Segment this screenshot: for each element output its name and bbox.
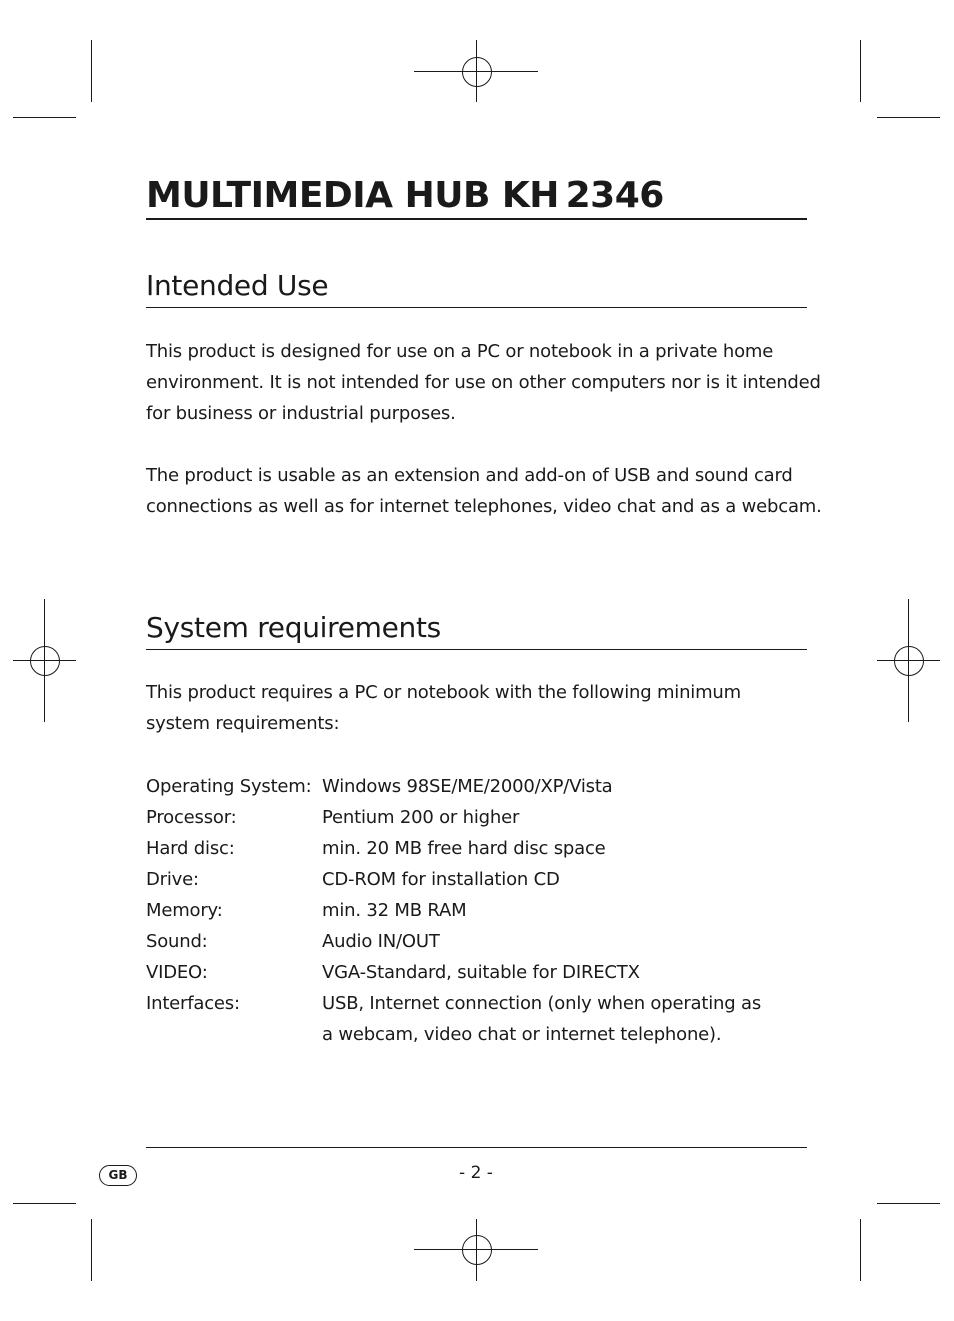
requirement-value: min. 32 MB RAM [322, 900, 467, 921]
system-requirements-heading: System requirements [146, 611, 441, 644]
requirement-value: Audio IN/OUT [322, 931, 440, 952]
requirement-value: CD-ROM for installation CD [322, 869, 560, 890]
requirement-label: Operating System: [146, 776, 312, 797]
intended-use-paragraph-2: The product is usable as an extension and add-on of USB and sound card connections as well as for internet telephones, video chat and as a webcam. [146, 465, 822, 517]
requirement-value: USB, Internet connection (only when operating as a webcam, video chat or internet telephone). [322, 993, 762, 1045]
requirement-value: Windows 98SE/ME/2000/XP/Vista [322, 776, 613, 797]
intended-use-paragraph-1: This product is designed for use on a PC or notebook in a private home environment. It is not intended for use on other computers nor is it intended for business or industrial purposes. [146, 341, 821, 424]
requirement-row [146, 988, 826, 1045]
system-requirements-intro: This product requires a PC or notebook with the following minimum system requirements: [146, 682, 741, 734]
requirement-label: VIDEO: [146, 962, 208, 983]
title-rule [146, 218, 807, 220]
intended-use-rule [146, 307, 807, 308]
footer-rule [146, 1147, 807, 1148]
requirement-row [146, 833, 826, 864]
requirement-value: VGA-Standard, suitable for DIRECTX [322, 962, 640, 983]
requirement-label: Sound: [146, 931, 208, 952]
intended-use-heading: Intended Use [146, 269, 329, 302]
requirement-row [146, 926, 826, 957]
requirement-label: Interfaces: [146, 993, 240, 1014]
page-number: - 2 - [459, 1163, 493, 1183]
requirement-row [146, 895, 826, 926]
system-requirements-rule [146, 649, 807, 650]
requirement-label: Hard disc: [146, 838, 235, 859]
requirement-label: Drive: [146, 869, 199, 890]
requirement-row [146, 802, 826, 833]
requirement-value: Pentium 200 or higher [322, 807, 520, 828]
requirement-label: Processor: [146, 807, 237, 828]
requirement-row [146, 864, 826, 895]
requirement-row [146, 957, 826, 988]
requirement-label: Memory: [146, 900, 223, 921]
requirement-value: min. 20 MB free hard disc space [322, 838, 606, 859]
language-badge: GB [99, 1165, 137, 1186]
page-title: MULTIMEDIA HUB KH 2346 [146, 175, 664, 216]
requirement-row [146, 771, 826, 802]
